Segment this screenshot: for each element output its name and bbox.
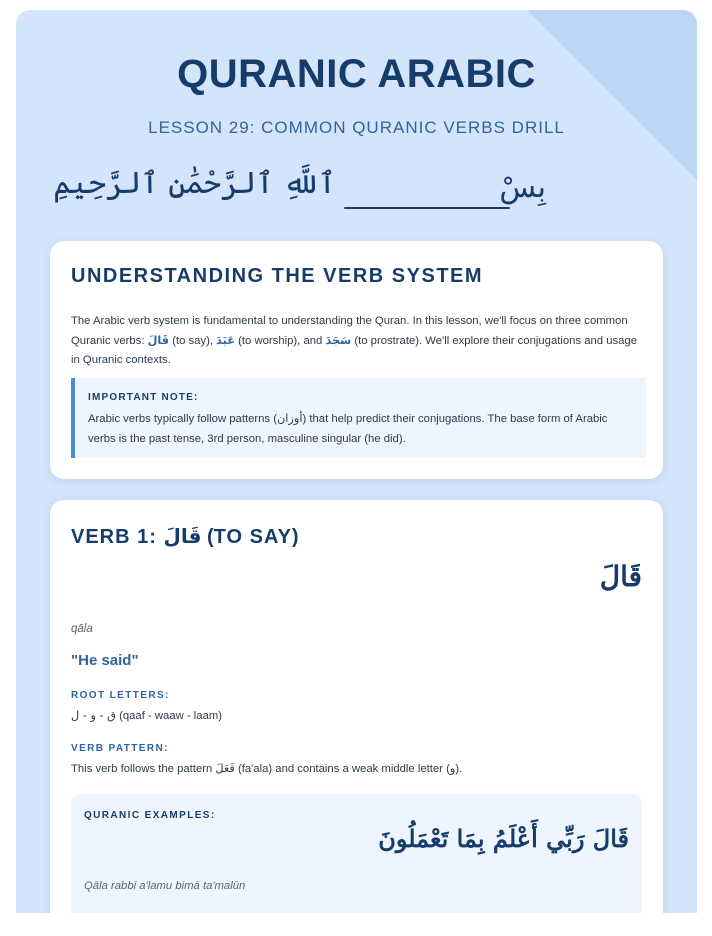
verb-heading-arabic: قَالَ	[163, 524, 202, 548]
intro-text-1: The Arabic verb system is fundamental to understanding the Quran. In this lesson, we'll focus on three common Quranic verbs:	[71, 315, 628, 347]
example-arabic: قَالَ رَبِّي أَعْلَمُ بِمَا تَعْمَلُونَ	[378, 824, 629, 853]
verb-meaning: "He said"	[71, 652, 139, 669]
pattern-arabic: فَعَلَ	[215, 762, 235, 775]
verb-transliteration: qāla	[71, 623, 93, 635]
page-title: QURANIC ARABIC	[177, 52, 536, 96]
verb-pattern-value	[71, 762, 462, 775]
root-letters-value	[71, 709, 222, 722]
example-transliteration: Qāla rabbī a'lamu bimā ta'malūn	[84, 880, 246, 892]
basmala-stroke	[344, 207, 510, 209]
lesson-subtitle: LESSON 29: COMMON QURANIC VERBS DRILL	[148, 118, 565, 137]
note-text-2: ) that help predict their conjugations. The base form of Arabic verbs is the past tense, 3rd person, masculine singular (he did).	[88, 413, 608, 445]
pattern-text-1: This verb follows the pattern	[71, 763, 216, 775]
pattern-weak-letter: و	[449, 762, 456, 775]
basmala-calligraphy	[53, 160, 546, 228]
examples-label: QURANIC EXAMPLES:	[84, 810, 216, 821]
verb-heading-prefix: VERB 1:	[71, 526, 164, 548]
lesson-page	[16, 10, 697, 913]
verb-heading-suffix: (TO SAY)	[201, 526, 299, 548]
verb-qala: قَالَ	[147, 334, 170, 347]
verb-card	[50, 500, 663, 913]
root-arabic: ق - و - ل	[71, 709, 116, 722]
root-letters-label: ROOT LETTERS:	[71, 690, 170, 701]
quranic-examples-box	[71, 794, 642, 913]
root-text: (qaaf - waaw - laam)	[115, 710, 223, 722]
note-text-1: Arabic verbs typically follow patterns (	[88, 413, 277, 425]
basmala-end: ٱللَّهِ ٱلرَّحْمَٰنِ ٱلرَّحِيمِ	[53, 166, 336, 201]
patterns-arabic: أوزان	[276, 412, 303, 425]
intro-text-4: (to prostrate). We'll explore their conjugations and usage in Quranic contexts.	[71, 335, 638, 366]
note-text	[88, 409, 628, 449]
pattern-text-3: ).	[455, 763, 463, 775]
intro-text-3: (to worship), and	[235, 335, 326, 347]
intro-heading: UNDERSTANDING THE VERB SYSTEM	[71, 265, 484, 287]
verb-pattern-label: VERB PATTERN:	[71, 743, 169, 754]
pattern-text-2: (fa'ala) and contains a weak middle letter (	[234, 763, 450, 775]
verb-abada: عَبَدَ	[216, 334, 236, 347]
verb-heading	[71, 524, 299, 549]
intro-paragraph	[71, 312, 646, 370]
verb-sajada: سَجَدَ	[325, 334, 352, 347]
intro-text-2: (to say),	[169, 335, 217, 347]
intro-card	[50, 241, 663, 479]
basmala-start: بِسْ	[499, 170, 546, 205]
important-note-box	[71, 378, 646, 458]
note-title: IMPORTANT NOTE:	[88, 392, 199, 403]
verb-arabic-large: قَالَ	[599, 560, 642, 593]
